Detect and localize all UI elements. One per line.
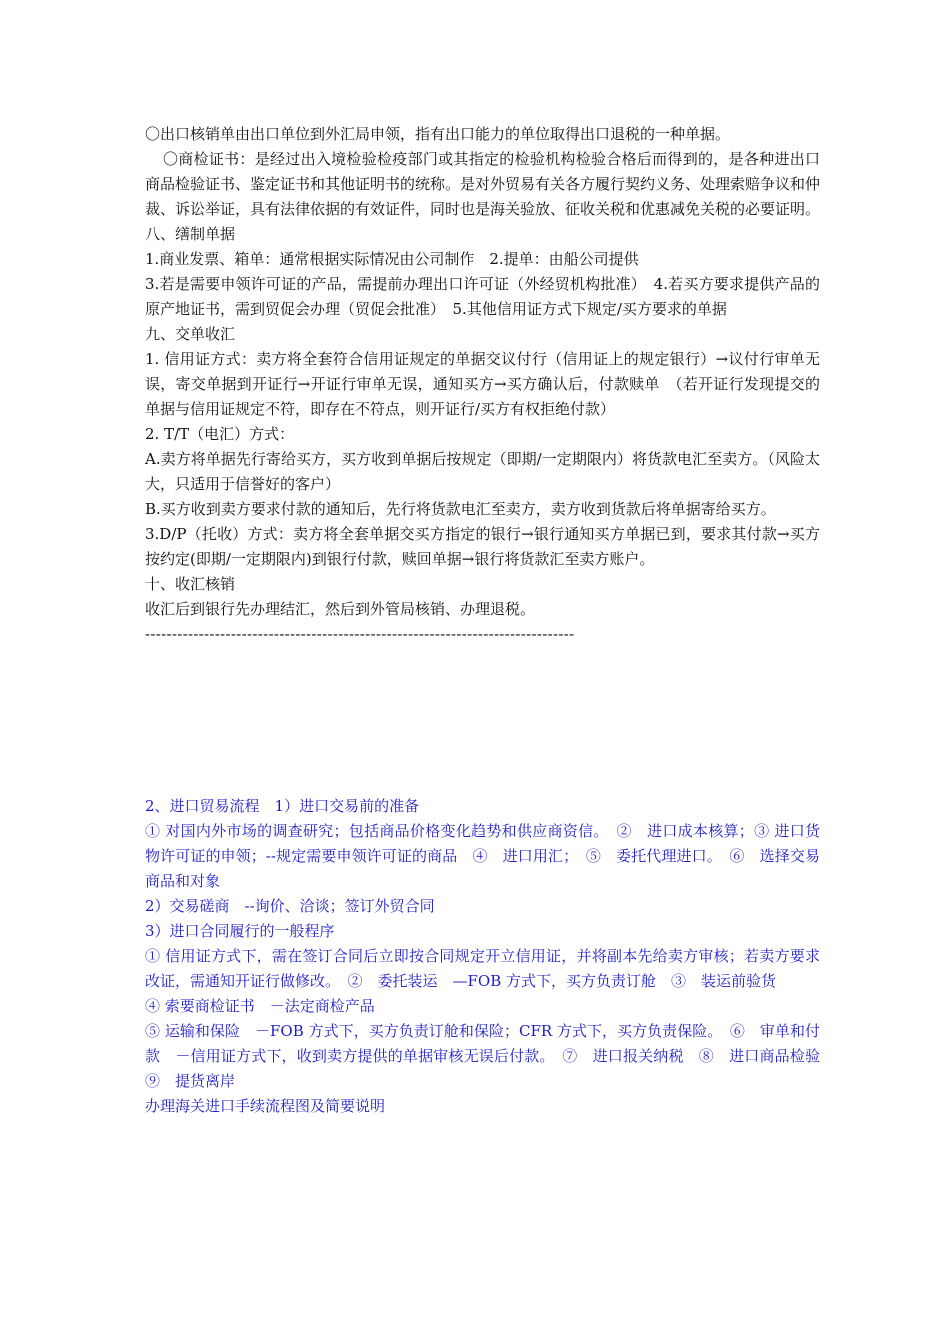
paragraph-tt-a: A.卖方将单据先行寄给买方，买方收到单据后按规定（即期/一定期限内）将货款电汇至卖方。（风险太大，只适用于信誉好的客户） (145, 450, 820, 493)
heading-collection-verification: 十、收汇核销 (145, 575, 236, 593)
paragraph-negotiation: 2）交易磋商 --询价、洽谈；签订外贸合同 (145, 897, 435, 915)
paragraph-lc-method: 1. 信用证方式：卖方将全套符合信用证规定的单据交议付行（信用证上的规定银行）→议付行审单无误，寄交单据到开证行→开证行审单无误，通知买方→买方确认后，付款赎单 （若开证行发现提交的单据与信用证规定不符，即存在不符点，则开证行/买方有权拒绝付款） (145, 350, 820, 418)
heading-import-flow: 2、进口贸易流程 1）进口交易前的准备 (145, 797, 420, 815)
paragraph-procedure-step-4: ④ 索要商检证书 －法定商检产品 (145, 997, 375, 1015)
divider-line: -------------------------------------------------------------------------------- (145, 625, 575, 643)
heading-submit-collect: 九、交单收汇 (145, 325, 236, 343)
paragraph-procedure-steps-1: ① 信用证方式下，需在签订合同后立即按合同规定开立信用证，并将副本先给卖方审核；若卖方要求改证，需通知开证行做修改。 ② 委托装运 —FOB 方式下，买方负责订舱 ③ 装运前验货 (145, 947, 820, 990)
heading-prepare-documents: 八、缮制单据 (145, 225, 236, 243)
paragraph-inspection-certificate: 〇商检证书：是经过出入境检验检疫部门或其指定的检验机构检验合格后而得到的，是各种进出口商品检验证书、鉴定证书和其他证明书的统称。是对外贸易有关各方履行契约义务、处理索赔争议和仲裁、诉讼举证，具有法律依据的有效证件，同时也是海关验放、征收关税和优惠减免关税的必要证明。 (145, 150, 821, 218)
paragraph-import-prep-steps: ① 对国内外市场的调查研究；包括商品价格变化趋势和供应商资信。 ② 进口成本核算；③ 进口货物许可证的申领；--规定需要申领许可证的商品 ④ 进口用汇； ⑤ 委托代理进口。 ⑥ 选择交易商品和对象 (145, 822, 820, 890)
paragraph-export-verification: 〇出口核销单由出口单位到外汇局申领，指有出口能力的单位取得出口退税的一种单据。 (145, 125, 731, 143)
heading-contract-procedure: 3）进口合同履行的一般程序 (145, 922, 335, 940)
paragraph-procedure-steps-5: ⑤ 运输和保险 －FOB 方式下，买方负责订舱和保险；CFR 方式下，买方负责保险。 ⑥ 审单和付款 －信用证方式下，收到卖方提供的单据审核无误后付款。 ⑦ 进口报关纳税 ⑧ 进口商品检验 ⑨ 提货离岸 (145, 1022, 836, 1090)
paragraph-invoice-bill: 1.商业发票、箱单：通常根据实际情况由公司制作 2.提单：由船公司提供 (145, 250, 639, 268)
document-page (145, 122, 836, 1119)
paragraph-tt-heading: 2. T/T（电汇）方式： (145, 425, 295, 443)
paragraph-settlement: 收汇后到银行先办理结汇，然后到外管局核销、办理退税。 (145, 600, 536, 618)
paragraph-dp-method: 3.D/P（托收）方式：卖方将全套单据交买方指定的银行→银行通知买方单据已到，要求其付款→买方按约定(即期/一定期限内)到银行付款，赎回单据→银行将货款汇至卖方账户。 (145, 525, 820, 568)
paragraph-customs-flowchart: 办理海关进口手续流程图及简要说明 (145, 1097, 386, 1115)
paragraph-tt-b: B.买方收到卖方要求付款的通知后，先行将货款电汇至卖方，卖方收到货款后将单据寄给买方。 (145, 500, 776, 518)
paragraph-licenses: 3.若是需要申领许可证的产品，需提前办理出口许可证（外经贸机构批准） 4.若买方要求提供产品的原产地证书，需到贸促会办理（贸促会批准） 5.其他信用证方式下规定/买方要求的单据 (145, 275, 820, 318)
blank-space (145, 647, 820, 794)
